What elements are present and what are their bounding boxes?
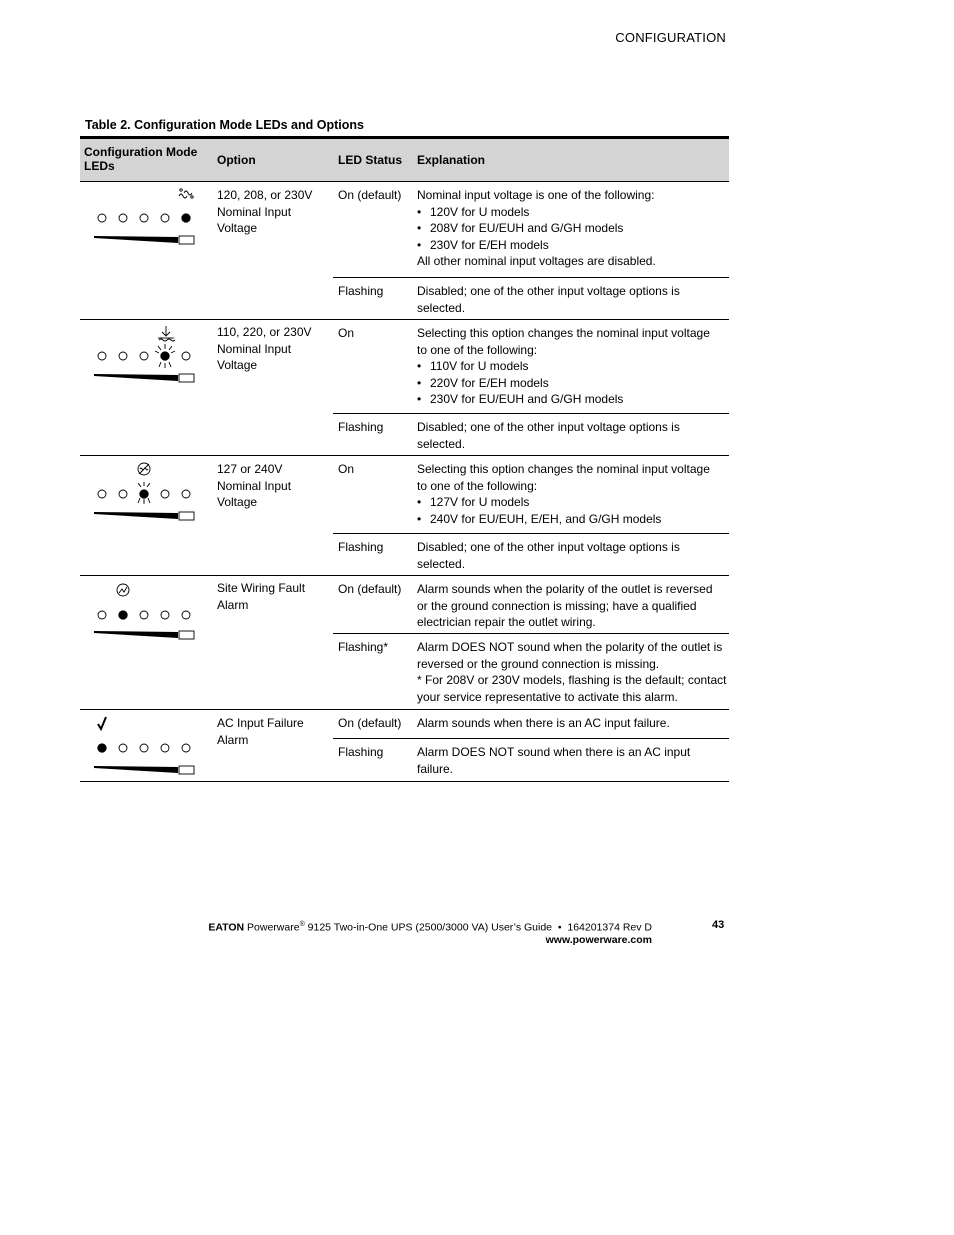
led-off xyxy=(119,352,127,360)
status-divider xyxy=(333,533,729,534)
led-off xyxy=(182,744,190,752)
table-bottom-rule xyxy=(80,781,729,782)
wave-icon xyxy=(179,189,193,198)
explanation-intro: Selecting this option changes the nominal input voltage to one of the following: xyxy=(417,462,710,493)
explanation-cell: Disabled; one of the other input voltage options is selected. xyxy=(417,284,680,315)
buck-icon xyxy=(138,463,150,475)
led-status-cell: Flashing xyxy=(338,745,384,759)
table-header xyxy=(80,139,729,182)
bullet-item: • 120V for U models xyxy=(417,204,723,221)
bullet-item: • 220V for E/EH models xyxy=(417,375,723,392)
bullet-list xyxy=(417,358,723,408)
bullet-item: • 230V for EU/EUH and G/GH models xyxy=(417,391,723,408)
column-header-explanation: Explanation xyxy=(417,153,486,167)
led-off xyxy=(119,214,127,222)
led-off xyxy=(182,490,190,498)
row-divider xyxy=(80,575,729,576)
website-link[interactable]: www.powerware.com xyxy=(545,933,652,946)
led-off xyxy=(98,352,106,360)
bullet-list xyxy=(417,204,723,254)
row-divider xyxy=(80,709,729,710)
bullet-item: • 230V for E/EH models xyxy=(417,237,723,254)
bullet-item: • 110V for U models xyxy=(417,358,723,375)
led-off xyxy=(98,611,106,619)
led-status-cell: Flashing* xyxy=(338,640,389,654)
bar-graph-box xyxy=(179,512,194,520)
section-header: CONFIGURATION xyxy=(615,30,726,45)
explanation-cell: Alarm sounds when there is an AC input failure. xyxy=(417,716,670,730)
explanation-cell: Alarm sounds when the polarity of the outlet is reversed or the ground connection is missing; have a qualified electrician repair the outlet wiring. xyxy=(417,582,713,629)
led-panel xyxy=(88,186,200,248)
led-panel xyxy=(88,460,200,522)
boost-icon xyxy=(158,326,175,341)
table-caption: Table 2. Configuration Mode LEDs and Options xyxy=(85,118,364,132)
led-off xyxy=(140,214,148,222)
led-status-cell: On (default) xyxy=(338,188,402,202)
explanation-note: * For 208V or 230V models, flashing is the default; contact your service representative to activate this alarm. xyxy=(417,673,727,704)
status-divider xyxy=(333,277,729,278)
led-on xyxy=(140,490,148,498)
led-off xyxy=(182,611,190,619)
explanation-cell xyxy=(417,325,723,408)
led-status-cell: On xyxy=(338,326,355,340)
explanation-cell xyxy=(417,639,727,705)
led-panel xyxy=(88,324,200,386)
bar-graph-box xyxy=(179,236,194,244)
brand-name: EATON xyxy=(208,921,245,934)
bar-graph-box xyxy=(179,766,194,774)
led-off xyxy=(140,611,148,619)
led-off xyxy=(161,611,169,619)
option-cell: 120, 208, or 230V Nominal Input Voltage xyxy=(217,188,313,235)
explanation-cell: Disabled; one of the other input voltage options is selected. xyxy=(417,540,680,571)
led-off xyxy=(140,352,148,360)
led-off xyxy=(161,490,169,498)
led-status-cell: Flashing xyxy=(338,284,384,298)
led-status-cell: On (default) xyxy=(338,716,402,730)
led-off xyxy=(98,490,106,498)
page-number: 43 xyxy=(712,919,725,931)
bar-graph-wedge xyxy=(94,374,178,381)
page-footer xyxy=(200,919,652,946)
led-status-cell: Flashing xyxy=(338,540,384,554)
explanation-outro: All other nominal input voltages are disabled. xyxy=(417,254,656,268)
explanation-cell: Alarm DOES NOT sound when there is an AC input failure. xyxy=(417,745,691,776)
option-cell: AC Input Failure Alarm xyxy=(217,716,304,747)
led-off xyxy=(119,490,127,498)
led-on xyxy=(119,611,127,619)
led-on xyxy=(98,744,106,752)
bar-graph-wedge xyxy=(94,631,178,638)
led-status-cell: On xyxy=(338,462,355,476)
explanation-intro: Nominal input voltage is one of the following: xyxy=(417,188,655,202)
explanation-intro: Selecting this option changes the nominal input voltage to one of the following: xyxy=(417,326,710,357)
row-divider xyxy=(80,319,729,320)
led-off xyxy=(161,744,169,752)
product-name: Powerware xyxy=(247,921,300,934)
site-wiring-icon xyxy=(117,584,129,596)
explanation-text: Alarm DOES NOT sound when the polarity of the outlet is reversed or the ground connection is missing. xyxy=(417,640,723,671)
led-status-cell: Flashing xyxy=(338,420,384,434)
led-on xyxy=(182,214,190,222)
led-off xyxy=(140,744,148,752)
led-off xyxy=(98,214,106,222)
led-on xyxy=(161,352,169,360)
bullet-item: • 208V for EU/EUH and G/GH models xyxy=(417,220,723,237)
footer-title-line xyxy=(200,919,652,934)
bar-graph-box xyxy=(179,631,194,639)
led-panel xyxy=(88,580,200,642)
option-cell: Site Wiring Fault Alarm xyxy=(217,581,306,612)
explanation-cell xyxy=(417,461,723,527)
led-off xyxy=(119,744,127,752)
status-divider xyxy=(333,413,729,414)
option-cell: 110, 220, or 230V Nominal Input Voltage xyxy=(217,325,312,372)
status-divider xyxy=(333,738,729,739)
checkmark-icon xyxy=(98,717,106,729)
explanation-cell: Disabled; one of the other input voltage options is selected. xyxy=(417,420,680,451)
led-off xyxy=(182,352,190,360)
led-status-cell: On (default) xyxy=(338,582,402,596)
bullet-item: • 127V for U models xyxy=(417,494,723,511)
column-header-leds: Configuration Mode LEDs xyxy=(84,145,198,173)
registered-mark: ® xyxy=(299,921,305,928)
bullet-list xyxy=(417,494,723,527)
bar-graph-wedge xyxy=(94,766,178,773)
document-title: 9125 Two-in-One UPS (2500/3000 VA) User’s Guide • 164201374 Rev D xyxy=(304,921,652,934)
row-divider xyxy=(80,455,729,456)
bullet-item: • 240V for EU/EUH, E/EH, and G/GH models xyxy=(417,511,723,528)
column-header-led-status: LED Status xyxy=(338,153,403,167)
led-panel xyxy=(88,714,200,776)
column-header-option: Option xyxy=(217,153,256,167)
led-off xyxy=(161,214,169,222)
bar-graph-wedge xyxy=(94,236,178,243)
option-cell: 127 or 240V Nominal Input Voltage xyxy=(217,462,292,509)
explanation-cell xyxy=(417,187,723,270)
bar-graph-wedge xyxy=(94,512,178,519)
status-divider xyxy=(333,633,729,634)
bar-graph-box xyxy=(179,374,194,382)
